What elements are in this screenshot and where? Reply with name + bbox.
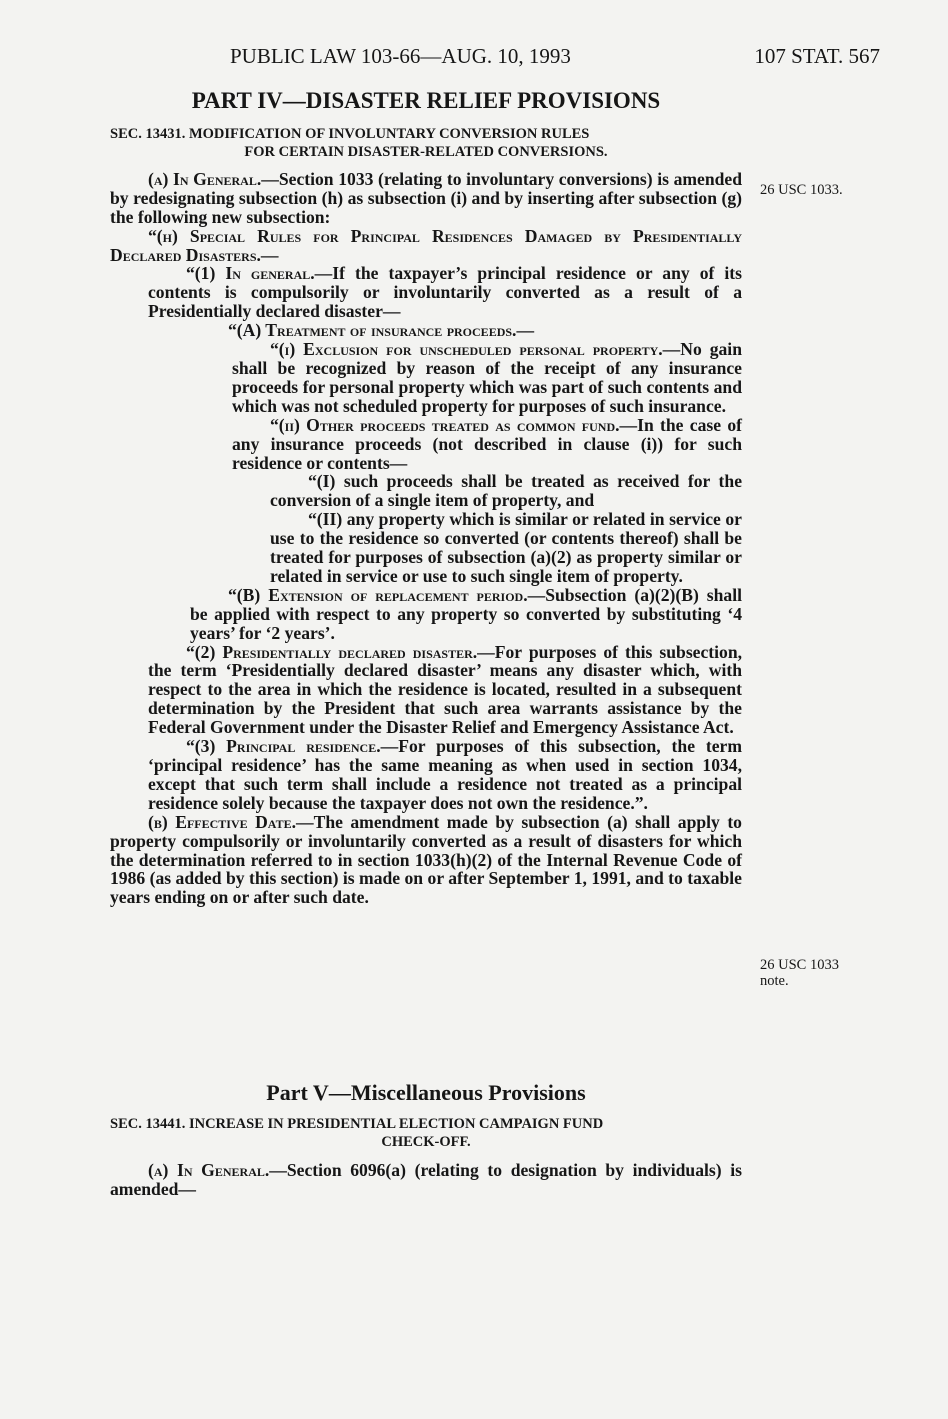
margin-note-26-usc-1033: 26 USC 1033. <box>760 182 843 198</box>
subparagraph-a-label: “(A) Treatment of insurance proceeds. <box>228 320 517 341</box>
paragraph-2-text: —For purposes of this subsection, the term ‘Presidentially declared disaster’ means any disaster which, with respect to the area in which the residence is located, resulted in a subsequent determination by the President that such area warrants assistance by the Federal Government under the Disaster Relief and Emergency Assistance Act. <box>148 641 743 738</box>
margin-note-line2: note. <box>760 973 789 989</box>
subparagraph-a-text: — <box>516 320 535 341</box>
subsection-a-text: —Section 1033 (relating to involuntary conversions) is amended by redesignating subsection (h) as subsection (i) and by inserting after subsection (g) the following new subsection: <box>110 168 742 227</box>
subsection-h-label: “(h) Special Rules for Principal Residences Damaged by Presidentially Declared Disasters. <box>110 225 742 265</box>
paragraph-1 <box>110 264 742 321</box>
paragraph-1-label: “(1) In general. <box>186 263 315 284</box>
paragraph-1-text: —If the taxpayer’s principal residence or any of its contents is compulsorily or involuntarily converted as a result of a Presidentially declared disaster— <box>148 263 742 322</box>
subsection-b-label: (b) Effective Date. <box>148 811 296 832</box>
header-stat-page: 107 STAT. 567 <box>754 44 880 68</box>
margin-note-26-usc-1033-note <box>760 957 839 989</box>
subparagraph-b <box>110 586 742 643</box>
sec-13431-heading-line1: SEC. 13431. MODIFICATION OF INVOLUNTARY CONVERSION RULES <box>110 125 590 142</box>
subparagraph-b-text: —Subsection (a)(2)(B) shall be applied with respect to any property so converted by substituting ‘4 years’ for ‘2 years’. <box>190 584 742 643</box>
subsection-h-text: — <box>260 244 279 265</box>
clause-ii-text: —In the case of any insurance proceeds (not described in clause (i)) for such residence or contents— <box>232 414 742 473</box>
sec-13441-subsection-a <box>110 1161 742 1199</box>
subsection-b <box>110 813 742 908</box>
subclause-II: “(II) any property which is similar or related in service or use to the residence so converted (or contents thereof) shall be treated for purposes of subsection (a)(2) as property similar or related in service or use to such single item of property. <box>270 509 742 586</box>
paragraph-3-text: —For purposes of this subsection, the term ‘principal residence’ has the same meaning as when used in section 1034, except that such term shall include a residence not treated as a principal residence solely because the taxpayer does not own the residence.”. <box>148 736 742 813</box>
clause-i-text: —No gain shall be recognized by reason of the receipt of any insurance proceeds for personal property which was part of such contents and which was not scheduled property for purposes of such insurance. <box>232 339 742 416</box>
sec-13441-heading <box>110 1115 742 1151</box>
part-iv-heading: PART IV—DISASTER RELIEF PROVISIONS <box>191 88 661 113</box>
part-iv-section <box>110 88 743 908</box>
clause-i <box>110 340 742 416</box>
paragraph-2 <box>110 643 742 738</box>
margin-note-line1: 26 USC 1033 <box>760 957 839 973</box>
sec-13441-subsection-a-label: (a) In General. <box>148 1159 270 1180</box>
header-title: PUBLIC LAW 103-66—AUG. 10, 1993 <box>230 44 571 68</box>
clause-ii-label: “(ii) Other proceeds treated as common fund. <box>270 414 620 435</box>
subparagraph-b-label: “(B) Extension of replacement period. <box>228 584 528 605</box>
paragraph-3 <box>110 737 742 813</box>
page-header <box>110 44 880 76</box>
part-v-section <box>110 1080 742 1199</box>
subsection-a <box>110 170 742 227</box>
paragraph-2-label: “(2) Presidentially declared disaster. <box>186 641 478 662</box>
sec-13441-heading-line1: SEC. 13441. INCREASE IN PRESIDENTIAL ELECTION CAMPAIGN FUND <box>110 1115 604 1132</box>
clause-i-label: “(i) Exclusion for unscheduled personal property. <box>270 339 663 360</box>
sec-13441-subsection-a-text: —Section 6096(a) (relating to designation by individuals) is amended— <box>110 1159 742 1199</box>
clause-ii <box>110 416 742 473</box>
part-v-heading: Part V—Miscellaneous Provisions <box>266 1080 586 1105</box>
sec-13441-heading-line2: CHECK-OFF. <box>381 1133 471 1150</box>
sec-13431-heading <box>110 125 742 161</box>
subsection-b-text: —The amendment made by subsection (a) shall apply to property compulsorily or involuntarily converted as a result of disasters for which the determination referred to in section 1033(h)(2) of the Internal Revenue Code of 1986 (as added by this section) is made on or after September 1, 1991, and to taxable years ending on or after such date. <box>110 811 742 908</box>
sec-13431-heading-line2: FOR CERTAIN DISASTER-RELATED CONVERSIONS. <box>244 143 608 160</box>
subparagraph-a <box>110 321 742 340</box>
paragraph-3-label: “(3) Principal residence. <box>186 736 381 757</box>
subsection-a-label: (a) In General. <box>148 168 262 189</box>
subsection-h-heading <box>110 227 742 265</box>
subclause-I: “(I) such proceeds shall be treated as received for the conversion of a single item of property, and <box>270 471 742 511</box>
